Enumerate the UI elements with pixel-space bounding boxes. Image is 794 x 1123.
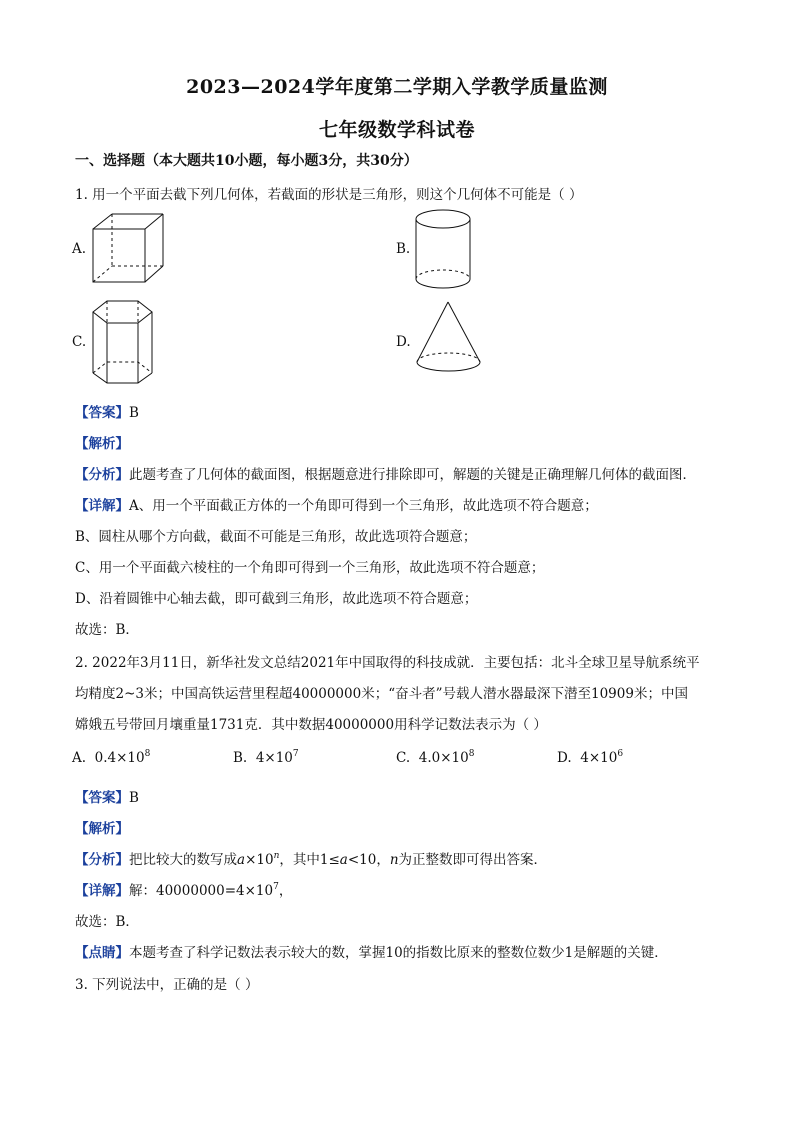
q2-fenxi-part1: 把比较大的数写成: [129, 852, 237, 868]
q1-option-b-label: B.: [396, 241, 411, 257]
q2-option-d-base: 4×10: [580, 750, 618, 766]
q1-fenxi-text: 此题考查了几何体的截面图，根据题意进行排除即可，解题的关键是正确理解几何体的截面图．: [129, 467, 696, 483]
q2-xiangjie-exp: 7: [273, 882, 279, 892]
q2-fenxi-part4: <10，: [347, 852, 390, 868]
q2-xiangjie: 【详解】解：$40000000=4\times 10^7$，: [75, 882, 293, 899]
q2-option-a-exp: 8: [144, 749, 151, 759]
q1-option-a-label: A.: [72, 241, 87, 257]
q1-analysis-heading: 【解析】: [75, 436, 129, 452]
q2-xiangjie-base: 解：40000000=4×10: [129, 883, 274, 899]
q1-fenxi: 【分析】此题考查了几何体的截面图，根据题意进行排除即可，解题的关键是正确理解几何体的截面图．: [75, 467, 696, 483]
q2-option-d: [557, 750, 623, 766]
q1-xiangjie: 【详解】A、用一个平面截正方体的一个角即可得到一个三角形，故此选项不符合题意；: [75, 498, 598, 514]
q2-option-a-label: A.: [72, 750, 87, 766]
cylinder-figure: [414, 208, 474, 290]
exam-title: 2023—2024学年度第二学期入学教学质量监测: [186, 76, 608, 98]
question-3-stem: 3. 下列说法中，正确的是（ ）: [75, 977, 259, 993]
cone-figure: [414, 300, 484, 378]
q2-option-b: [233, 750, 299, 766]
q2-answer: 【答案】B: [75, 790, 139, 806]
q2-dianjing: 【点睛】本题考查了科学记数法表示较大的数，掌握10的指数比原来的整数位数少1是解题的关键．: [75, 945, 668, 961]
q1-option-d-label: D.: [396, 334, 411, 350]
q2-option-c-exp: 8: [468, 749, 475, 759]
q2-answer-value: B: [129, 790, 139, 806]
exam-subtitle: 七年级数学科试卷: [318, 119, 475, 141]
q1-answer: 【答案】B: [75, 405, 139, 421]
q1-xiangjie-text: A、用一个平面截正方体的一个角即可得到一个三角形，故此选项不符合题意；: [129, 498, 598, 514]
q2-option-d-exp: 6: [617, 749, 624, 759]
q1-fenxi-tag: 分析: [88, 467, 116, 483]
question-2-stem-line3: 嫦娥五号带回月壤重量1731克．其中数据40000000用科学记数法表示为（ ）: [75, 717, 547, 733]
q1-line-d: D、沿着圆锥中心轴去截，即可截到三角形，故此选项不符合题意；: [75, 591, 478, 607]
q1-choose: 故选：B．: [75, 622, 139, 638]
q2-option-a: [72, 750, 150, 766]
q2-option-c-label: C.: [396, 750, 411, 766]
q2-fenxi-var-a: a: [237, 852, 246, 868]
q2-option-c: [396, 750, 474, 766]
question-2-stem-line2: 均精度2~3米；中国高铁运营里程超40000000米；“奋斗者”号载人潜水器最深下潜至10909米；中国: [75, 686, 688, 702]
q1-line-c: C、用一个平面截六棱柱的一个角即可得到一个三角形，故此选项不符合题意；: [75, 560, 545, 576]
q2-option-b-base: 4×10: [255, 750, 293, 766]
q2-option-b-label: B.: [233, 750, 248, 766]
q2-option-b-exp: 7: [292, 749, 299, 759]
q1-answer-value: B: [129, 405, 139, 421]
q2-xiangjie-tag: 详解: [88, 883, 116, 899]
q2-fenxi: 【分析】把比较大的数写成$a\times 10^n$，其中1≤a<10，n为正整数即可得出答案．: [75, 851, 548, 868]
q2-option-d-label: D.: [557, 750, 572, 766]
q2-dianjing-tag: 点睛: [88, 945, 116, 961]
q2-fenxi-var-n-sup: n: [273, 851, 280, 861]
q2-fenxi-tag: 分析: [88, 852, 116, 868]
q2-fenxi-var-a2: a: [339, 852, 348, 868]
q1-answer-tag: 答案: [88, 405, 116, 421]
q2-dianjing-text: 本题考查了科学记数法表示较大的数，掌握10的指数比原来的整数位数少1是解题的关键．: [129, 945, 668, 961]
q1-analysis-tag: 解析: [88, 436, 116, 452]
q2-xiangjie-end: ，: [278, 883, 293, 899]
q1-xiangjie-tag: 详解: [88, 498, 116, 514]
q2-fenxi-part2: ×10: [245, 852, 274, 868]
question-1-stem: 1. 用一个平面去截下列几何体，若截面的形状是三角形，则这个几何体不可能是（ ）: [75, 187, 583, 203]
q2-fenxi-part3: ，其中1≤: [279, 852, 340, 868]
q2-answer-tag: 答案: [88, 790, 116, 806]
question-2-stem-line1: 2. 2022年3月11日，新华社发文总结2021年中国取得的科技成就．主要包括：北斗全球卫星导航系统平: [75, 655, 700, 671]
q2-analysis-tag: 解析: [88, 821, 116, 837]
q2-choose: 故选：B．: [75, 914, 139, 930]
q1-line-b: B、圆柱从哪个方向截，截面不可能是三角形，故此选项符合题意；: [75, 529, 477, 545]
hexagonal-prism-figure: [90, 298, 160, 388]
q2-option-c-base: 4.0×10: [418, 750, 469, 766]
q2-fenxi-var-n: n: [389, 852, 399, 868]
q2-fenxi-part5: 为正整数即可得出答案．: [398, 852, 548, 868]
cube-figure: [90, 212, 170, 287]
q2-option-a-base: 0.4×10: [94, 750, 145, 766]
section-heading: 一、选择题（本大题共10小题，每小题3分，共30分）: [75, 153, 418, 169]
q1-option-c-label: C.: [72, 334, 87, 350]
q2-analysis-heading: 【解析】: [75, 821, 129, 837]
